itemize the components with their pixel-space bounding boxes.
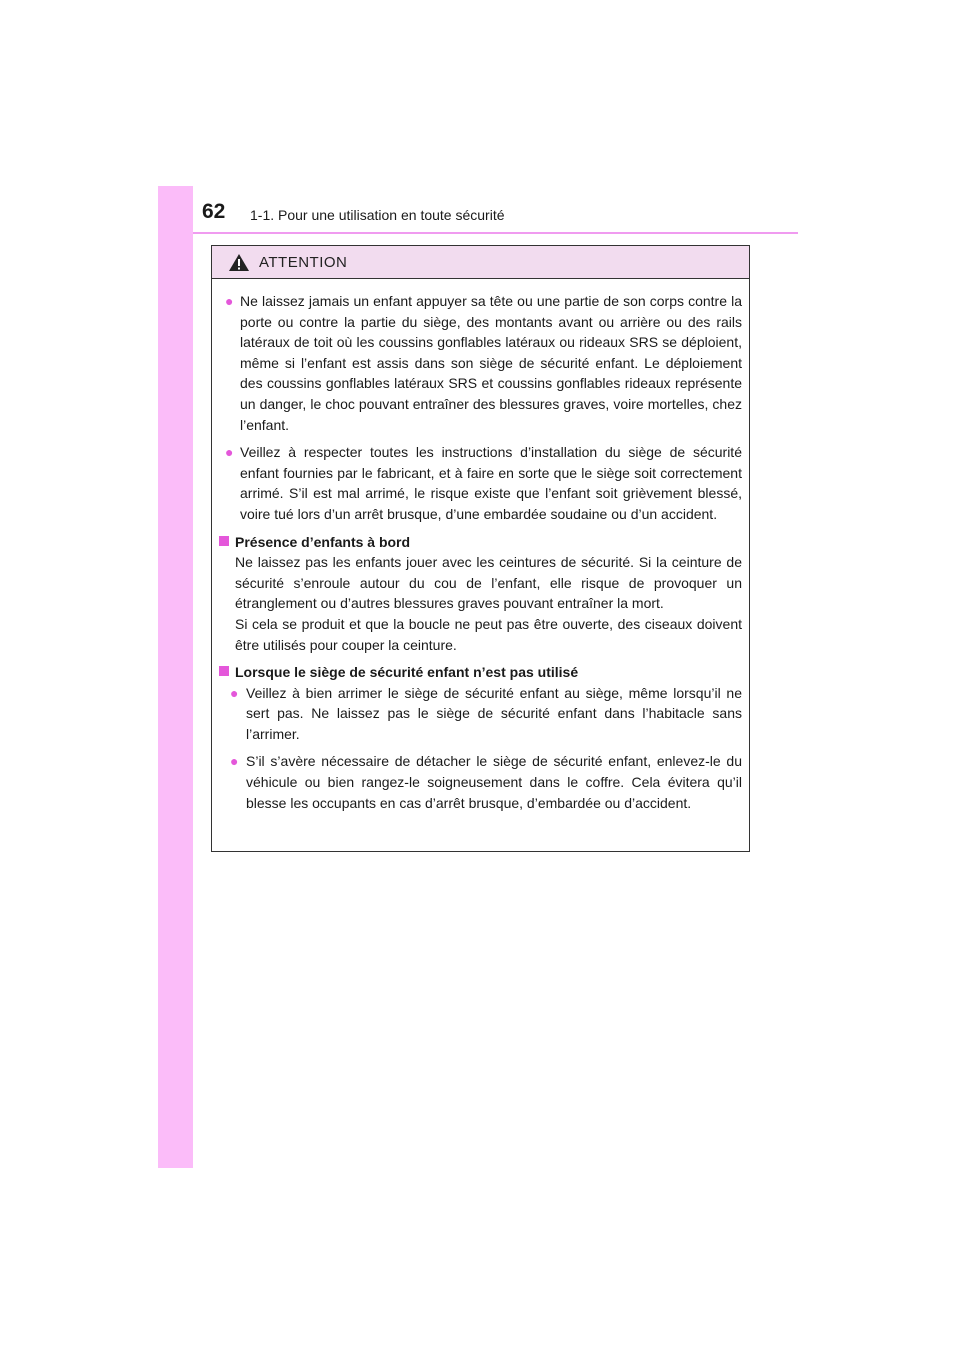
- paragraph-text: Ne laissez pas les enfants jouer avec les ceintures de sécurité. Si la ceinture de sécurité s’enroule autour du cou de l’enfant, elle risque de provoquer un étranglement ou d’autres blessures graves pouvant entraîner la mort.: [235, 554, 742, 612]
- warning-bullet-2: [218, 442, 742, 524]
- section-bullet-text: Veillez à bien arrimer le siège de sécurité enfant au siège, même lorsqu’il ne sert pas. Ne laissez pas le siège de sécurité enfant dans l’habitacle sans l’arrimer.: [246, 684, 742, 742]
- bullet-icon: ●: [225, 293, 234, 309]
- section-paragraph: [218, 552, 742, 655]
- warning-bullet-1: [218, 291, 742, 435]
- bullet-icon: ●: [230, 684, 239, 701]
- page-number: 62: [202, 200, 226, 223]
- section-bullet-1: [218, 683, 742, 745]
- section-title: 1-1. Pour une utilisation en toute sécurité: [250, 207, 505, 223]
- warning-bullet-text: Ne laissez jamais un enfant appuyer sa tête ou une partie de son corps contre la porte ou contre la partie du siège, des montants avant ou arrière ou des rails latéraux de toit où les coussins gonflables latéraux ou rideaux SRS se déploient, même si l’enfant est assis dans son siège de sécurité enfant. Le déploiement des coussins gonflables latéraux SRS et coussins gonflables rideaux représente un danger, le choc pouvant entraîner des blessures graves, voire mortelles, chez l’enfant.: [240, 293, 742, 433]
- bullet-icon: ●: [230, 753, 239, 770]
- section-heading-unused-seat: [218, 662, 742, 683]
- warning-body: [212, 279, 749, 813]
- square-bullet-icon: [219, 536, 229, 546]
- warning-triangle-icon: [228, 253, 250, 272]
- warning-box: [211, 245, 750, 852]
- warning-title: ATTENTION: [259, 253, 348, 271]
- section-bullet-text: S’il s’avère nécessaire de détacher le siège de sécurité enfant, enlevez-le du véhicule ou bien rangez-le soigneusement dans le coffre. Cela évitera qu’il blesse les occupants en cas d’arrêt brusque, d’embardée ou d’accident.: [246, 753, 742, 811]
- header-rule: [193, 232, 798, 234]
- warning-header: [212, 246, 749, 279]
- section-heading-text: Présence d’enfants à bord: [235, 533, 411, 550]
- section-heading-children: [218, 532, 742, 553]
- section-bullet-2: [218, 751, 742, 813]
- warning-bullet-text: Veillez à respecter toutes les instructions d’installation du siège de sécurité enfant fournies par le fabricant, et à faire en sorte que le siège soit correctement arrimé. S’il est mal arrimé, le risque existe que l’enfant soit grièvement blessé, voire tué lors d’un arrêt brusque, d’une embardée soudaine ou d’un accident.: [240, 444, 742, 522]
- square-bullet-icon: [219, 666, 229, 676]
- bullet-icon: ●: [225, 444, 234, 461]
- paragraph-text: Si cela se produit et que la boucle ne peut pas être ouverte, des ciseaux doivent être utilisés pour couper la ceinture.: [235, 615, 742, 653]
- side-color-band: [158, 186, 193, 1168]
- section-heading-text: Lorsque le siège de sécurité enfant n’est pas utilisé: [235, 664, 579, 681]
